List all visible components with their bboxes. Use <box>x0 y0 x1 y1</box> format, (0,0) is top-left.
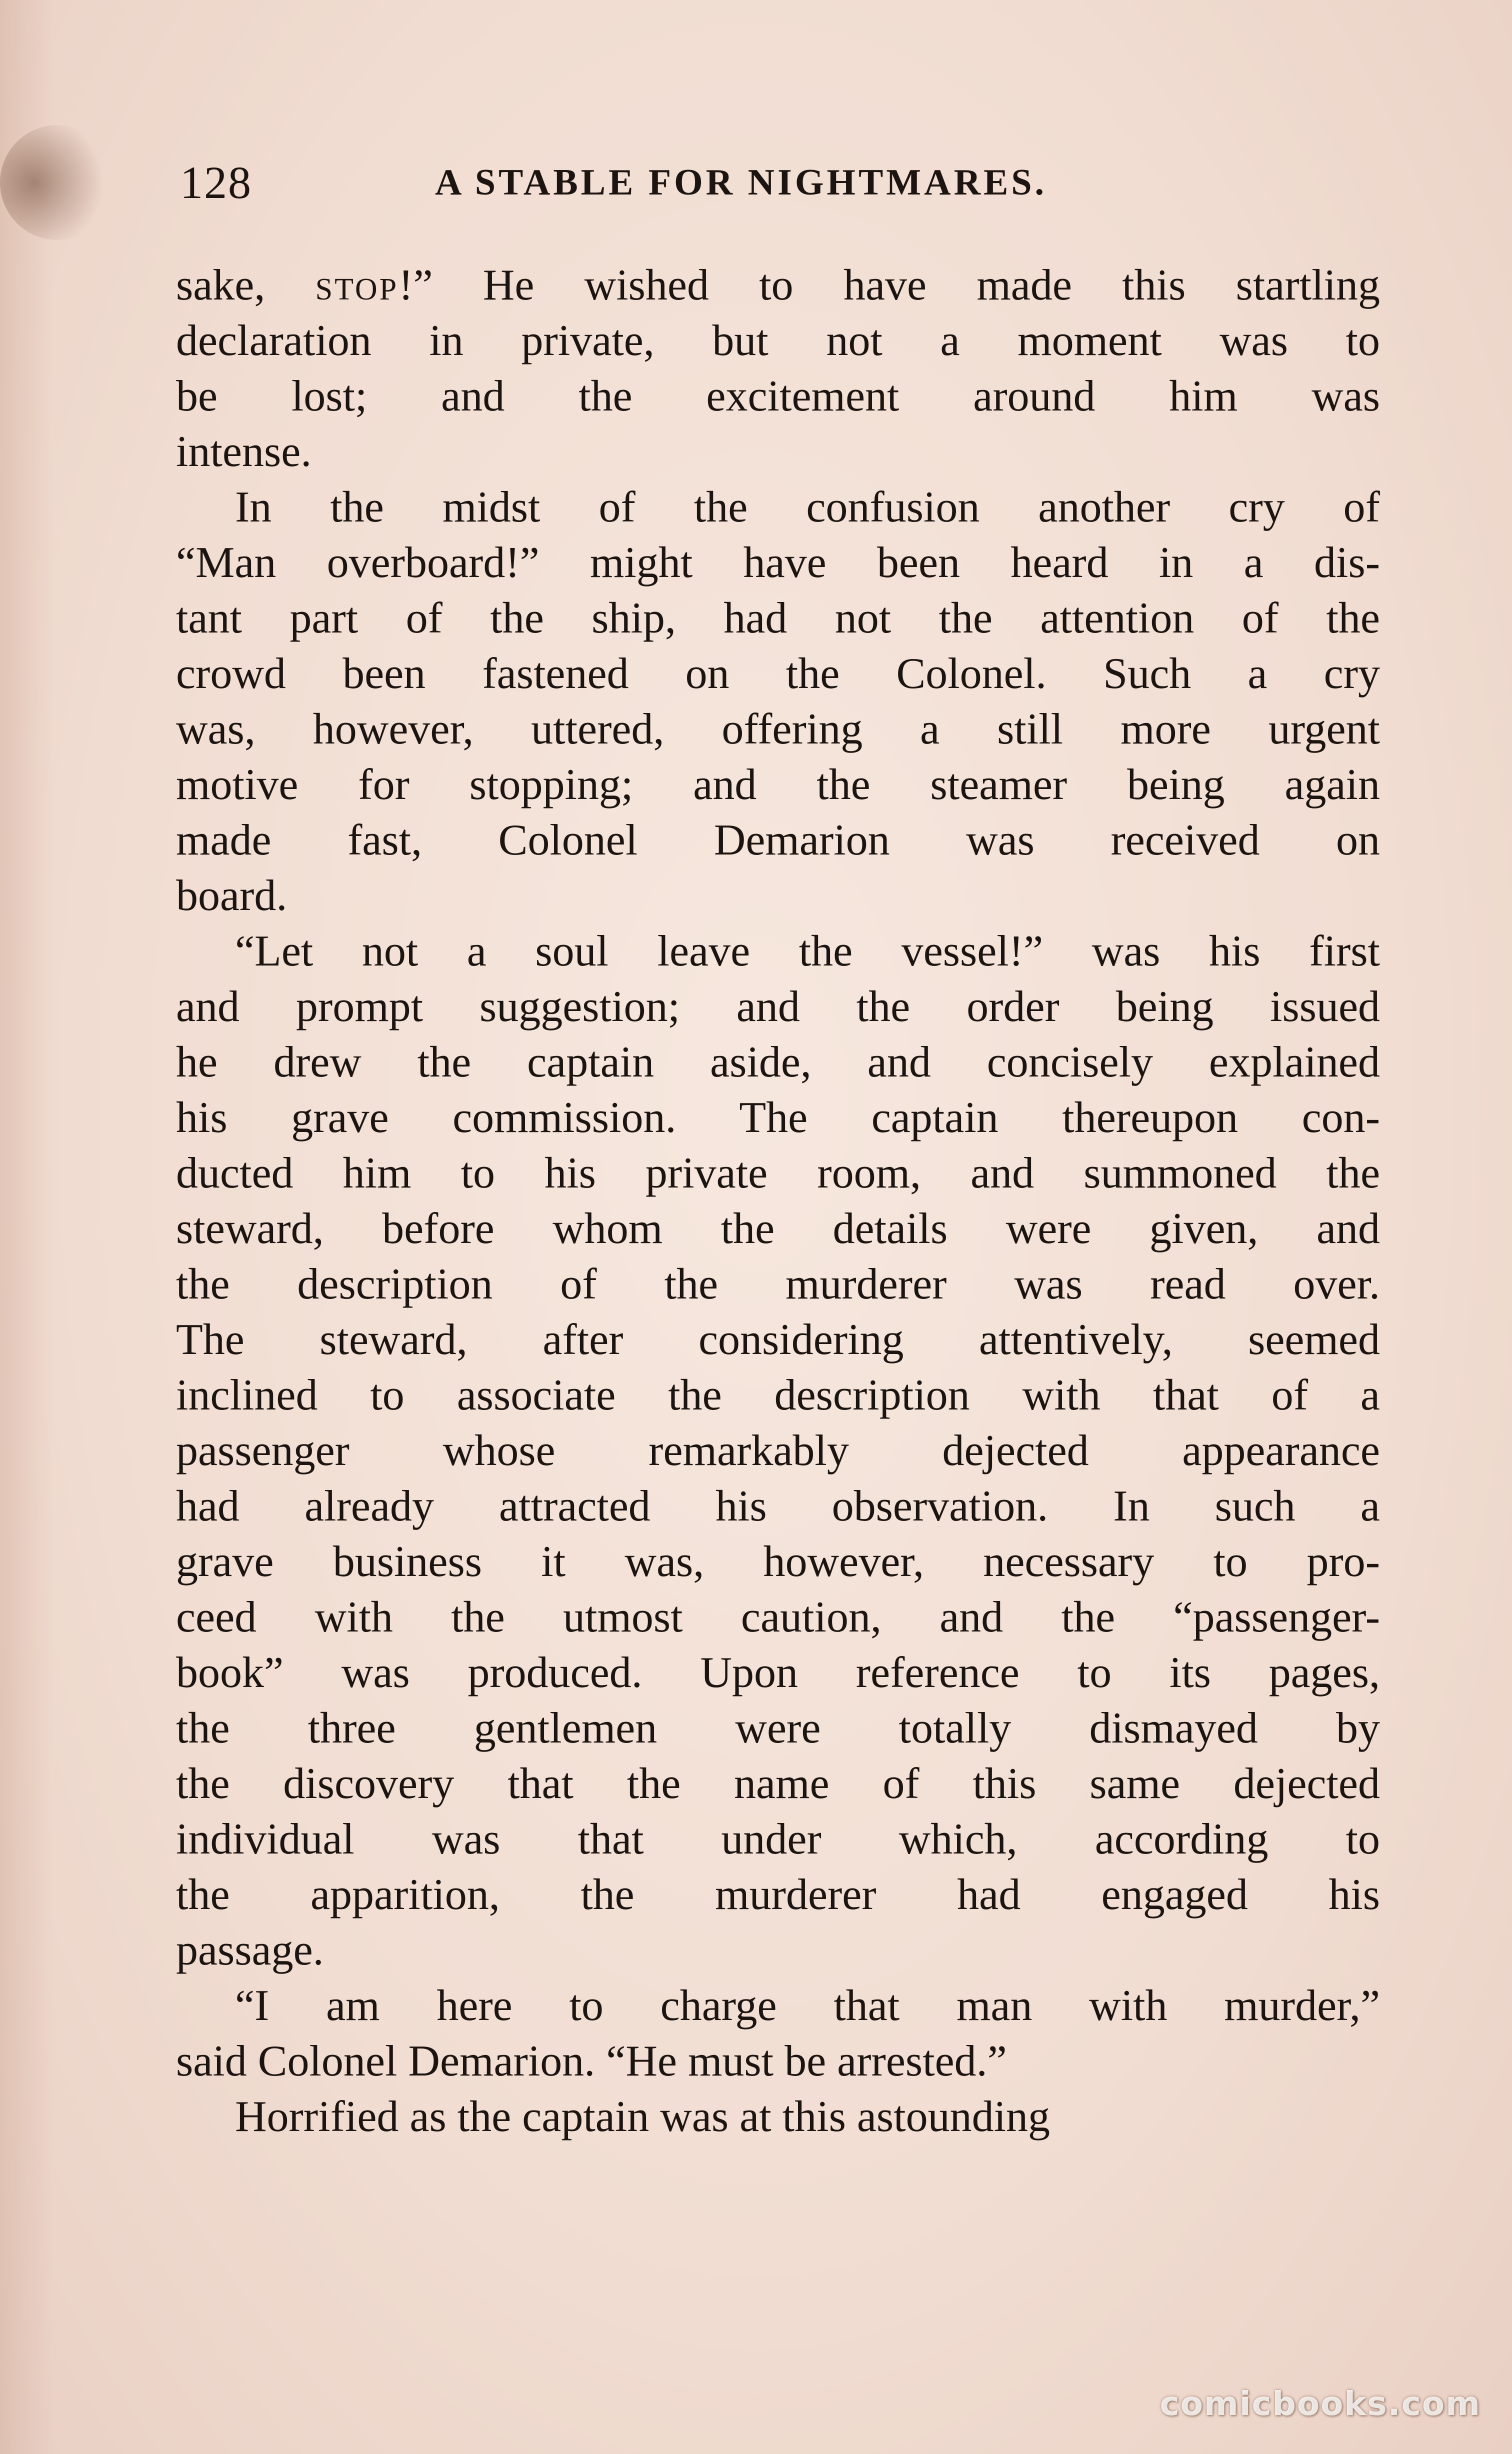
page-stain <box>0 125 115 240</box>
page-edge-shading <box>0 0 55 2454</box>
text-line: and prompt suggestion; and the order being issued <box>176 982 1380 1031</box>
text-line: “Man overboard!” might have been heard in a dis- <box>176 538 1380 587</box>
text-line: In the midst of the confusion another cry of <box>235 483 1380 532</box>
text-line: had already attracted his observation. In such a <box>176 1482 1380 1530</box>
text-line: passage. <box>176 1926 324 1974</box>
text-line: steward, before whom the details were given, and <box>176 1204 1380 1253</box>
text-line: was, however, uttered, offering a still more urgent <box>176 705 1380 754</box>
paragraph <box>176 258 1380 480</box>
text-line: intense. <box>176 428 312 476</box>
page-number: 128 <box>180 157 252 208</box>
watermark: comicbooks.com <box>1160 2384 1481 2423</box>
paragraph <box>176 480 1380 924</box>
text-line: Horrified as the captain was at this astounding <box>235 2092 1050 2141</box>
text-line: made fast, Colonel Demarion was received on <box>176 816 1380 864</box>
text-line: ceed with the utmost caution, and the “passenger- <box>176 1593 1380 1642</box>
text-line: his grave commission. The captain thereupon con- <box>176 1094 1380 1142</box>
text-line: board. <box>176 872 288 920</box>
running-head: A STABLE FOR NIGHTMARES. <box>435 162 1048 203</box>
page-header <box>180 150 1380 215</box>
text-line: individual was that under which, according to <box>176 1815 1380 1864</box>
text-line: “Let not a soul leave the vessel!” was his first <box>235 927 1380 976</box>
text-line: inclined to associate the description with that of a <box>176 1371 1380 1420</box>
paragraph <box>176 2089 1380 2144</box>
text-line: ducted him to his private room, and summoned the <box>176 1149 1380 1198</box>
text-line: sake, stop!” He wished to have made this startling <box>176 261 1380 310</box>
paragraph <box>176 1978 1380 2089</box>
text-line: be lost; and the excitement around him was <box>176 372 1380 420</box>
text-line: “I am here to charge that man with murder,” <box>235 1982 1380 2030</box>
text-line: motive for stopping; and the steamer being again <box>176 760 1380 809</box>
text-line: said Colonel Demarion. “He must be arrested.” <box>176 2037 1007 2086</box>
text-line: The steward, after considering attentively, seemed <box>176 1316 1380 1364</box>
body-text <box>176 258 1380 2144</box>
text-line: the three gentlemen were totally dismayed by <box>176 1704 1380 1752</box>
text-line: book” was produced. Upon reference to its pages, <box>176 1648 1380 1697</box>
text-line: crowd been fastened on the Colonel. Such a cry <box>176 650 1380 698</box>
text-line: tant part of the ship, had not the attention of the <box>176 594 1380 642</box>
text-line: the apparition, the murderer had engaged his <box>176 1870 1380 1919</box>
text-line: the description of the murderer was read over. <box>176 1260 1380 1308</box>
paragraph <box>176 924 1380 1978</box>
text-line: grave business it was, however, necessary to pro- <box>176 1538 1380 1586</box>
text-line: passenger whose remarkably dejected appearance <box>176 1426 1380 1475</box>
text-line: he drew the captain aside, and concisely explained <box>176 1038 1380 1086</box>
text-line: declaration in private, but not a moment was to <box>176 316 1380 365</box>
text-line: the discovery that the name of this same dejected <box>176 1760 1380 1808</box>
